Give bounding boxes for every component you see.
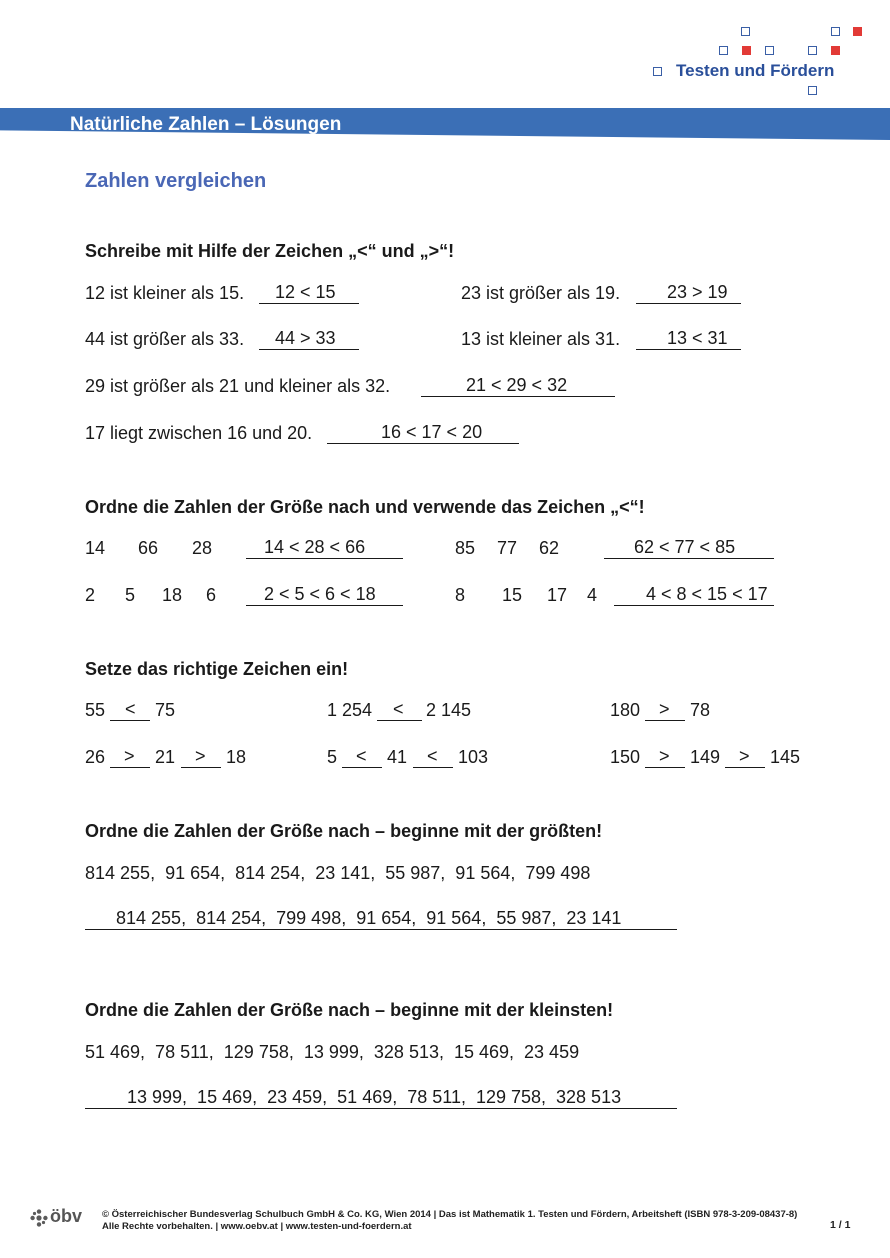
task2-number: 18 [162, 585, 183, 605]
logo-square-icon [831, 27, 840, 36]
task1-question: 29 ist größer als 21 und kleiner als 32. [85, 376, 391, 396]
task1-question: 13 ist kleiner als 31. [461, 329, 621, 349]
task3-number: 145 [770, 747, 801, 767]
task3-number: 150 [610, 747, 641, 767]
task3-sign-blank: < [413, 746, 453, 768]
logo-square-icon [831, 46, 840, 55]
task3-sign-blank: > [110, 746, 150, 768]
footer-rights: Alle Rechte vorbehalten. | www.oebv.at | www.testen-und-foerdern.at [102, 1221, 412, 1232]
task3-number: 180 [610, 700, 641, 720]
task2-answer: 62 < 77 < 85 [604, 537, 774, 559]
task1-question: 17 liegt zwischen 16 und 20. [85, 423, 313, 443]
task3-number: 149 [690, 747, 721, 767]
task2-number: 4 [587, 585, 598, 605]
page-number: 1 / 1 [830, 1219, 851, 1231]
task2-number: 8 [455, 585, 466, 605]
logo-square-icon [742, 46, 751, 55]
task3-number: 55 [85, 700, 106, 720]
task3-sign-blank: < [342, 746, 382, 768]
task2-heading: Ordne die Zahlen der Größe nach und verwende das Zeichen „<“! [85, 497, 645, 517]
publisher-wordmark: öbv [50, 1206, 83, 1226]
task2-number: 5 [125, 585, 136, 605]
task3-sign-blank: > [645, 746, 685, 768]
task2-number: 62 [539, 538, 560, 558]
logo-square-icon [719, 46, 728, 55]
task1-heading: Schreibe mit Hilfe der Zeichen „<“ und „>“! [85, 241, 455, 261]
task3-number: 1 254 [327, 700, 373, 720]
task3-number: 41 [387, 747, 408, 767]
task4-numbers: 814 255, 91 654, 814 254, 23 141, 55 987, 91 564, 799 498 [85, 863, 591, 883]
task2-answer: 2 < 5 < 6 < 18 [246, 584, 403, 606]
task2-number: 66 [138, 538, 159, 558]
logo-square-icon [853, 27, 862, 36]
logo-square-icon [808, 86, 817, 95]
task1-answer: 21 < 29 < 32 [421, 375, 615, 397]
task5-answer: 13 999, 15 469, 23 459, 51 469, 78 511, 129 758, 328 513 [85, 1087, 677, 1109]
task3-number: 18 [226, 747, 247, 767]
task1-question: 23 ist größer als 19. [461, 283, 621, 303]
task3-number: 78 [690, 700, 711, 720]
task2-number: 15 [502, 585, 523, 605]
task3-number: 21 [155, 747, 176, 767]
task3-sign-blank: > [645, 699, 685, 721]
task2-number: 2 [85, 585, 96, 605]
publisher-star-icon [30, 1209, 48, 1227]
task1-answer: 23 > 19 [636, 282, 741, 304]
footer-copyright: © Österreichischer Bundesverlag Schulbuch GmbH & Co. KG, Wien 2014 | Das ist Mathematik 1. Testen und Fördern, Arbeitsheft (ISBN 978-3-209-08437-8) [102, 1209, 798, 1220]
task1-question: 44 ist größer als 33. [85, 329, 245, 349]
logo-square-icon [808, 46, 817, 55]
task1-answer: 16 < 17 < 20 [327, 422, 519, 444]
task4-answer: 814 255, 814 254, 799 498, 91 654, 91 564, 55 987, 23 141 [85, 908, 677, 930]
section-title: Zahlen vergleichen [85, 170, 267, 192]
logo-square-icon [741, 27, 750, 36]
task2-number: 14 [85, 538, 106, 558]
logo-square-icon [653, 67, 662, 76]
task4-heading: Ordne die Zahlen der Größe nach – beginne mit der größten! [85, 821, 603, 841]
task3-number: 26 [85, 747, 106, 767]
task2-answer: 14 < 28 < 66 [246, 537, 403, 559]
task2-number: 28 [192, 538, 213, 558]
task1-answer: 13 < 31 [636, 328, 741, 350]
task3-sign-blank: > [725, 746, 765, 768]
task3-number: 5 [327, 747, 338, 767]
task3-sign-blank: < [377, 699, 422, 721]
task2-number: 85 [455, 538, 476, 558]
task3-number: 75 [155, 700, 176, 720]
task5-numbers: 51 469, 78 511, 129 758, 13 999, 328 513, 15 469, 23 459 [85, 1042, 580, 1062]
task3-sign-blank: < [110, 699, 150, 721]
task3-sign-blank: > [181, 746, 221, 768]
logo-square-icon [765, 46, 774, 55]
task1-question: 12 ist kleiner als 15. [85, 283, 245, 303]
task5-heading: Ordne die Zahlen der Größe nach – beginne mit der kleinsten! [85, 1000, 614, 1020]
task1-answer: 44 > 33 [259, 328, 359, 350]
task2-answer: 4 < 8 < 15 < 17 [614, 584, 774, 606]
task1-answer: 12 < 15 [259, 282, 359, 304]
logo-wordmark: Testen und Fördern [676, 61, 835, 80]
worksheet-title: Natürliche Zahlen – Lösungen [70, 114, 342, 135]
task3-heading: Setze das richtige Zeichen ein! [85, 659, 349, 679]
task3-number: 2 145 [426, 700, 472, 720]
task2-number: 17 [547, 585, 568, 605]
task2-number: 77 [497, 538, 518, 558]
task3-number: 103 [458, 747, 489, 767]
task2-number: 6 [206, 585, 217, 605]
